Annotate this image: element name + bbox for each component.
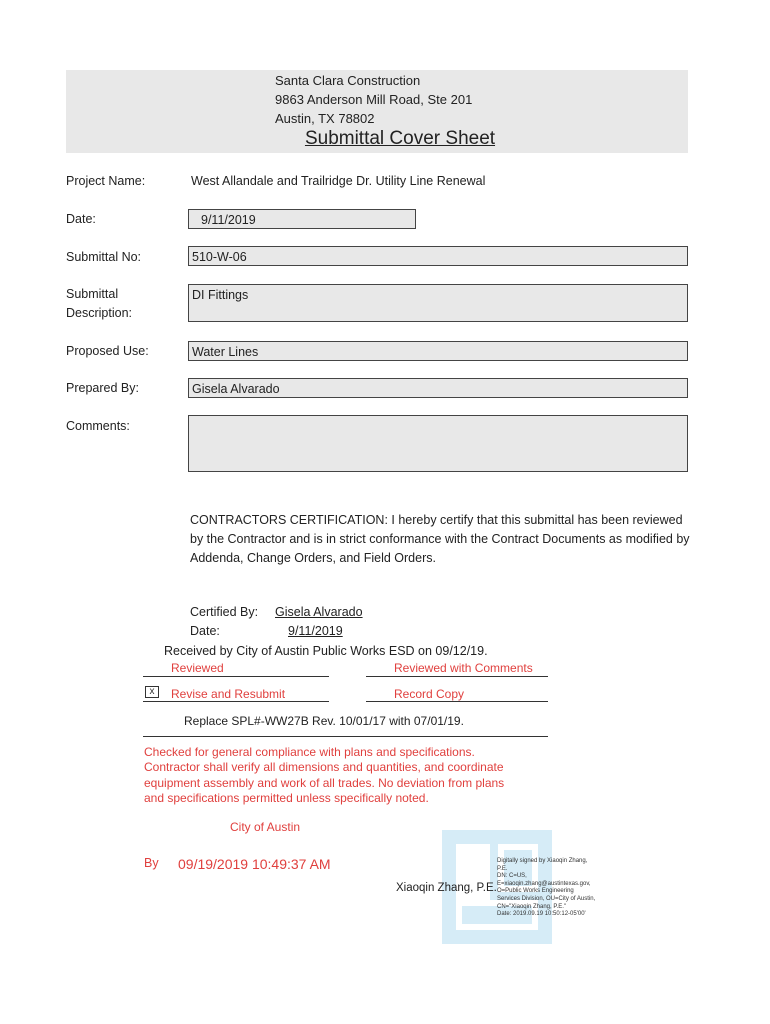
- sig-line-1: Digitally signed by Xiaoqin Zhang,: [497, 858, 588, 864]
- sig-line-7: CN="Xiaoqin Zhang, P.E.": [497, 903, 567, 910]
- by-label: By: [144, 856, 159, 870]
- review-timestamp: 09/19/2019 10:49:37 AM: [178, 856, 331, 872]
- comments-label: Comments:: [66, 419, 130, 433]
- replacement-note: Replace SPL#-WW27B Rev. 10/01/17 with 07/01/19.: [184, 714, 464, 728]
- compliance-line-3: equipment assembly and work of all trades. No deviation from plans: [144, 775, 505, 790]
- certified-date-label: Date:: [190, 624, 220, 638]
- company-name: Santa Clara Construction: [275, 73, 421, 88]
- project-name-value: West Allandale and Trailridge Dr. Utility Line Renewal: [191, 174, 486, 188]
- sig-line-2: P.E.: [497, 865, 508, 872]
- comments-field[interactable]: [188, 415, 688, 472]
- submittal-no-field[interactable]: 510-W-06: [188, 246, 688, 266]
- reviewed-with-comments-underline: [366, 676, 548, 677]
- submittal-no-label: Submittal No:: [66, 250, 142, 264]
- certified-by-label: Certified By:: [190, 605, 259, 619]
- company-address-line2: Austin, TX 78802: [275, 111, 375, 126]
- revise-and-resubmit-underline: [143, 701, 329, 702]
- page-title: Submittal Cover Sheet: [304, 128, 496, 149]
- submittal-description-label-1: Submittal: [66, 287, 119, 301]
- compliance-notice: [144, 745, 504, 806]
- prepared-by-label: Prepared By:: [66, 381, 139, 395]
- sig-line-3: DN: C=US,: [497, 873, 527, 880]
- company-address-line1: 9863 Anderson Mill Road, Ste 201: [275, 92, 473, 107]
- project-name-label: Project Name:: [66, 174, 146, 188]
- contractor-certification-text: CONTRACTORS CERTIFICATION: I hereby certify that this submittal has been reviewed by the Contractor and is in strict conformance with the Contract Documents as modified by Addenda, Change Orders, and Field Orders.: [190, 513, 690, 565]
- submittal-description-label-2: Description:: [66, 306, 132, 320]
- city-of-austin-label: City of Austin: [230, 820, 301, 834]
- date-label: Date:: [66, 212, 96, 226]
- record-copy-underline: [366, 701, 548, 702]
- reviewed-underline: [143, 676, 329, 677]
- sig-line-8: Date: 2019.09.19 10:50:12-05'00': [497, 911, 586, 918]
- sig-line-6: Services Division, OU=City of Austin,: [497, 895, 596, 902]
- proposed-use-field[interactable]: Water Lines: [188, 341, 688, 361]
- sig-line-4: E=xiaoqin.zhang@austintexas.gov,: [497, 880, 591, 887]
- sig-line-5: O=Public Works Engineering: [497, 888, 574, 895]
- certified-by-value: Gisela Alvarado: [275, 605, 363, 619]
- compliance-line-1: Checked for general compliance with plans and specifications.: [144, 745, 475, 759]
- reviewed-option: Reviewed: [171, 661, 224, 675]
- reviewed-with-comments-option: Reviewed with Comments: [394, 661, 533, 675]
- compliance-line-4: and specifications permitted unless specifically noted.: [144, 790, 429, 805]
- signer-name: Xiaoqin Zhang, P.E.: [396, 882, 497, 894]
- compliance-line-2: Contractor shall verify all dimensions and quantities, and coordinate: [144, 760, 504, 775]
- received-by-text: Received by City of Austin Public Works ESD on 09/12/19.: [164, 644, 488, 658]
- submittal-description-field[interactable]: DI Fittings: [188, 284, 688, 322]
- note-underline: [143, 736, 548, 737]
- revise-and-resubmit-option: Revise and Resubmit: [171, 687, 286, 701]
- digital-signature-details: [497, 858, 607, 919]
- record-copy-option: Record Copy: [394, 687, 465, 701]
- date-field[interactable]: 9/11/2019: [188, 209, 416, 229]
- certified-date-value: 9/11/2019: [288, 624, 343, 638]
- proposed-use-label: Proposed Use:: [66, 344, 149, 358]
- prepared-by-field[interactable]: Gisela Alvarado: [188, 378, 688, 398]
- revise-resubmit-checkbox[interactable]: x: [145, 686, 159, 698]
